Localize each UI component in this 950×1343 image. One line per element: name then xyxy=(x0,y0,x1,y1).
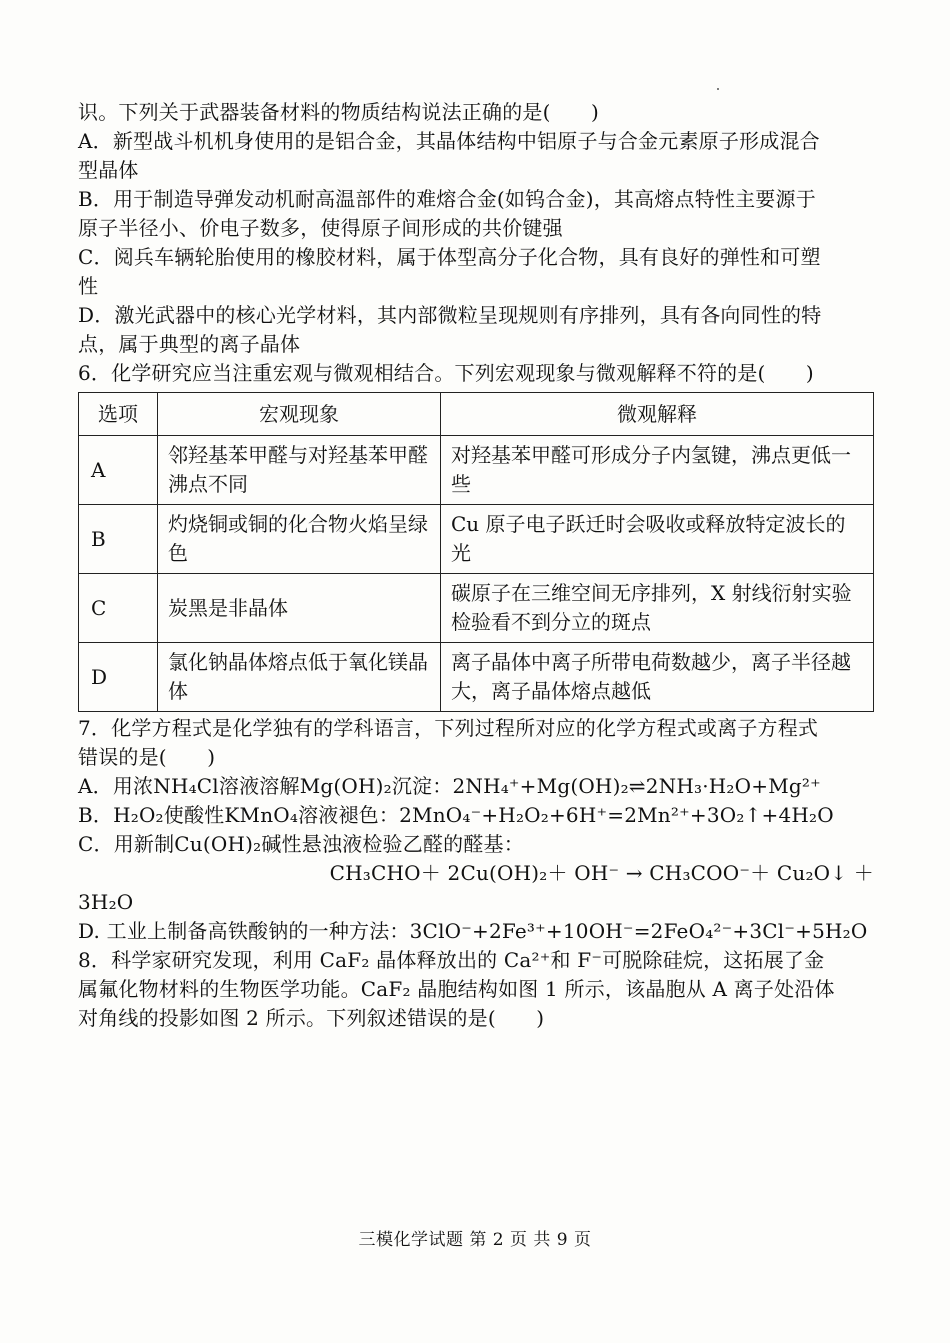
q6-stem: 6．化学研究应当注重宏观与微观相结合。下列宏观现象与微观解释不符的是( ) xyxy=(78,361,814,385)
q8-stem-line2: 属氟化物材料的生物医学功能。CaF₂ 晶胞结构如图 1 所示，该晶胞从 A 离子处沿体 xyxy=(78,977,835,1001)
row-macro: 氯化钠晶体熔点低于氧化镁晶体 xyxy=(158,643,441,712)
row-micro: 碳原子在三维空间无序排列，X 射线衍射实验检验看不到分立的斑点 xyxy=(441,574,874,643)
q5-option-b-line1: B．用于制造导弹发动机耐高温部件的难熔合金(如钨合金)，其高熔点特性主要源于 xyxy=(78,187,816,211)
scan-dot xyxy=(717,88,719,90)
row-micro: Cu 原子电子跃迁时会吸收或释放特定波长的光 xyxy=(441,505,874,574)
row-micro: 对羟基苯甲醛可形成分子内氢键，沸点更低一些 xyxy=(441,436,874,505)
header-macro: 宏观现象 xyxy=(158,393,441,436)
q7-stem-line2: 错误的是( ) xyxy=(78,745,216,769)
q7-option-a: A．用浓NH₄Cl溶液溶解Mg(OH)₂沉淀：2NH₄⁺+Mg(OH)₂⇌2NH₃·H₂O+Mg²⁺ xyxy=(78,774,821,798)
q7-option-c-line3: 3H₂O xyxy=(78,890,134,914)
table-row xyxy=(79,574,874,643)
q5-option-a-line1: A．新型战斗机机身使用的是铝合金，其晶体结构中铝原子与合金元素原子形成混合 xyxy=(78,129,820,153)
q5-option-d-line1: D．激光武器中的核心光学材料，其内部微粒呈现规则有序排列，具有各向同性的特 xyxy=(78,303,822,327)
table-row xyxy=(79,505,874,574)
page-footer: 三模化学试题 第 2 页 共 9 页 xyxy=(358,1230,592,1250)
q7-option-d: D. 工业上制备高铁酸钠的一种方法：3ClO⁻+2Fe³⁺+10OH⁻=2FeO₄²⁻+3Cl⁻+5H₂O xyxy=(78,919,868,943)
q5-option-c-line1: C．阅兵车辆轮胎使用的橡胶材料，属于体型高分子化合物，具有良好的弹性和可塑 xyxy=(78,245,821,269)
q5-option-a-line2: 型晶体 xyxy=(78,158,139,182)
row-macro: 炭黑是非晶体 xyxy=(158,574,441,643)
q7-option-c-equation: CH₃CHO＋ 2Cu(OH)₂＋ OH⁻ → CH₃COO⁻＋ Cu₂O↓ ＋ xyxy=(329,861,874,885)
q5-option-b-line2: 原子半径小、价电子数多，使得原子间形成的共价键强 xyxy=(78,216,563,240)
q8-stem-line1: 8．科学家研究发现，利用 CaF₂ 晶体释放出的 Ca²⁺和 F⁻可脱除硅烷，这拓展了金 xyxy=(78,948,825,972)
row-option: B xyxy=(79,505,158,574)
q6-table-header xyxy=(79,393,874,436)
table-row xyxy=(79,643,874,712)
row-option: A xyxy=(79,436,158,505)
row-macro: 邻羟基苯甲醛与对羟基苯甲醛沸点不同 xyxy=(158,436,441,505)
q7-option-b: B．H₂O₂使酸性KMnO₄溶液褪色：2MnO₄⁻+H₂O₂+6H⁺=2Mn²⁺+3O₂↑+4H₂O xyxy=(78,803,834,827)
q8-stem-line3: 对角线的投影如图 2 所示。下列叙述错误的是( ) xyxy=(78,1006,545,1030)
row-macro: 灼烧铜或铜的化合物火焰呈绿色 xyxy=(158,505,441,574)
header-micro: 微观解释 xyxy=(441,393,874,436)
q5-stem: 识。下列关于武器装备材料的物质结构说法正确的是( ) xyxy=(78,100,600,124)
row-micro: 离子晶体中离子所带电荷数越少，离子半径越大，离子晶体熔点越低 xyxy=(441,643,874,712)
exam-page xyxy=(78,98,878,1033)
table-row xyxy=(79,436,874,505)
q5-option-c-line2: 性 xyxy=(78,274,99,298)
row-option: D xyxy=(79,643,158,712)
row-option: C xyxy=(79,574,158,643)
q7-option-c-line1: C．用新制Cu(OH)₂碱性悬浊液检验乙醛的醛基： xyxy=(78,832,524,856)
header-option: 选项 xyxy=(79,393,158,436)
q7-stem-line1: 7．化学方程式是化学独有的学科语言，下列过程所对应的化学方程式或离子方程式 xyxy=(78,716,819,740)
q6-table xyxy=(78,392,874,712)
q5-option-d-line2: 点，属于典型的离子晶体 xyxy=(78,332,301,356)
